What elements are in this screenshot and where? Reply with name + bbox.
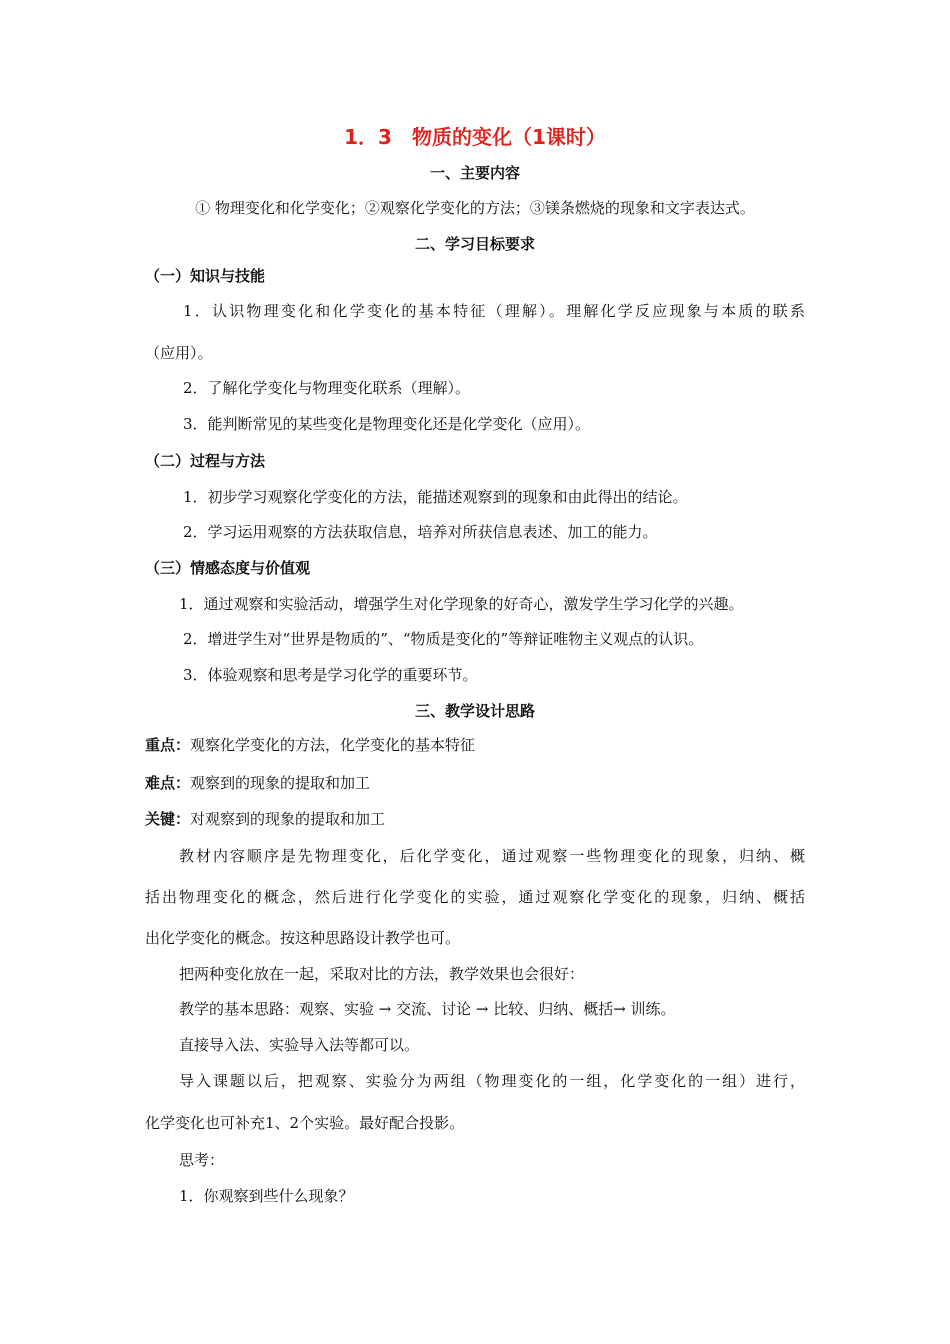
document-title: 1．3 物质的变化（1课时）: [344, 125, 606, 149]
subheading-process: （二）过程与方法: [145, 452, 266, 470]
difficult-point: [145, 773, 370, 793]
crucial-point-label: 关键：: [145, 810, 191, 828]
design-paragraph-1-line-2: 括出物理变化的概念，然后进行化学变化的实验，通过观察化学变化的现象，归纳、概括: [145, 888, 805, 906]
knowledge-item-2: 2．了解化学变化与物理变化联系（理解）。: [183, 379, 471, 397]
emotion-item-1: 1．通过观察和实验活动，增强学生对化学现象的好奇心，激发学生学习化学的兴趣。: [179, 595, 744, 613]
crucial-point-text: 对观察到的现象的提取和加工: [190, 810, 386, 828]
knowledge-item-1-line-2: （应用）。: [145, 344, 213, 362]
knowledge-item-3: 3．能判断常见的某些变化是物理变化还是化学变化（应用）。: [183, 415, 591, 433]
subheading-knowledge: （一）知识与技能: [145, 267, 266, 285]
key-point: [145, 735, 475, 755]
section-heading-design: 三、教学设计思路: [414, 702, 535, 720]
section-heading-goals: 二、学习目标要求: [414, 235, 535, 253]
design-paragraph-4: 直接导入法、实验导入法等都可以。: [179, 1036, 420, 1054]
section-heading-main-content: 一、主要内容: [429, 164, 520, 182]
main-content-text: ① 物理变化和化学变化；②观察化学变化的方法；③镁条燃烧的现象和文字表达式。: [195, 199, 755, 217]
subheading-emotion: （三）情感态度与价值观: [145, 559, 311, 577]
key-point-text: 观察化学变化的方法，化学变化的基本特征: [190, 736, 476, 754]
process-item-1: 1．初步学习观察化学变化的方法，能描述观察到的现象和由此得出的结论。: [183, 488, 688, 506]
design-paragraph-5-line-2: 化学变化也可补充1、2个实验。最好配合投影。: [145, 1114, 465, 1132]
design-paragraph-5-line-1: 导入课题以后，把观察、实验分为两组（物理变化的一组，化学变化的一组）进行，: [179, 1072, 805, 1090]
difficult-point-text: 观察到的现象的提取和加工: [190, 774, 371, 792]
knowledge-item-1-line-1: 1．认识物理变化和化学变化的基本特征（理解）。理解化学反应现象与本质的联系: [183, 302, 805, 320]
design-paragraph-1-line-3: 出化学变化的概念。按这种思路设计教学也可。: [145, 929, 461, 947]
key-point-label: 重点：: [145, 736, 191, 754]
design-paragraph-2: 把两种变化放在一起，采取对比的方法，教学效果也会很好：: [179, 965, 585, 983]
think-question-1: 1．你观察到些什么现象？: [179, 1187, 354, 1205]
emotion-item-3: 3．体验观察和思考是学习化学的重要环节。: [183, 666, 478, 684]
design-paragraph-1-line-1: 教材内容顺序是先物理变化，后化学变化，通过观察一些物理变化的现象，归纳、概: [179, 847, 805, 865]
process-item-2: 2．学习运用观察的方法获取信息，培养对所获信息表述、加工的能力。: [183, 523, 658, 541]
crucial-point: [145, 809, 385, 829]
emotion-item-2: 2．增进学生对“世界是物质的”、“物质是变化的”等辩证唯物主义观点的认识。: [183, 630, 704, 648]
think-label: 思考：: [179, 1151, 225, 1169]
difficult-point-label: 难点：: [145, 774, 191, 792]
design-paragraph-3: 教学的基本思路：观察、实验 → 交流、讨论 → 比较、归纳、概括→ 训练。: [179, 1000, 676, 1018]
